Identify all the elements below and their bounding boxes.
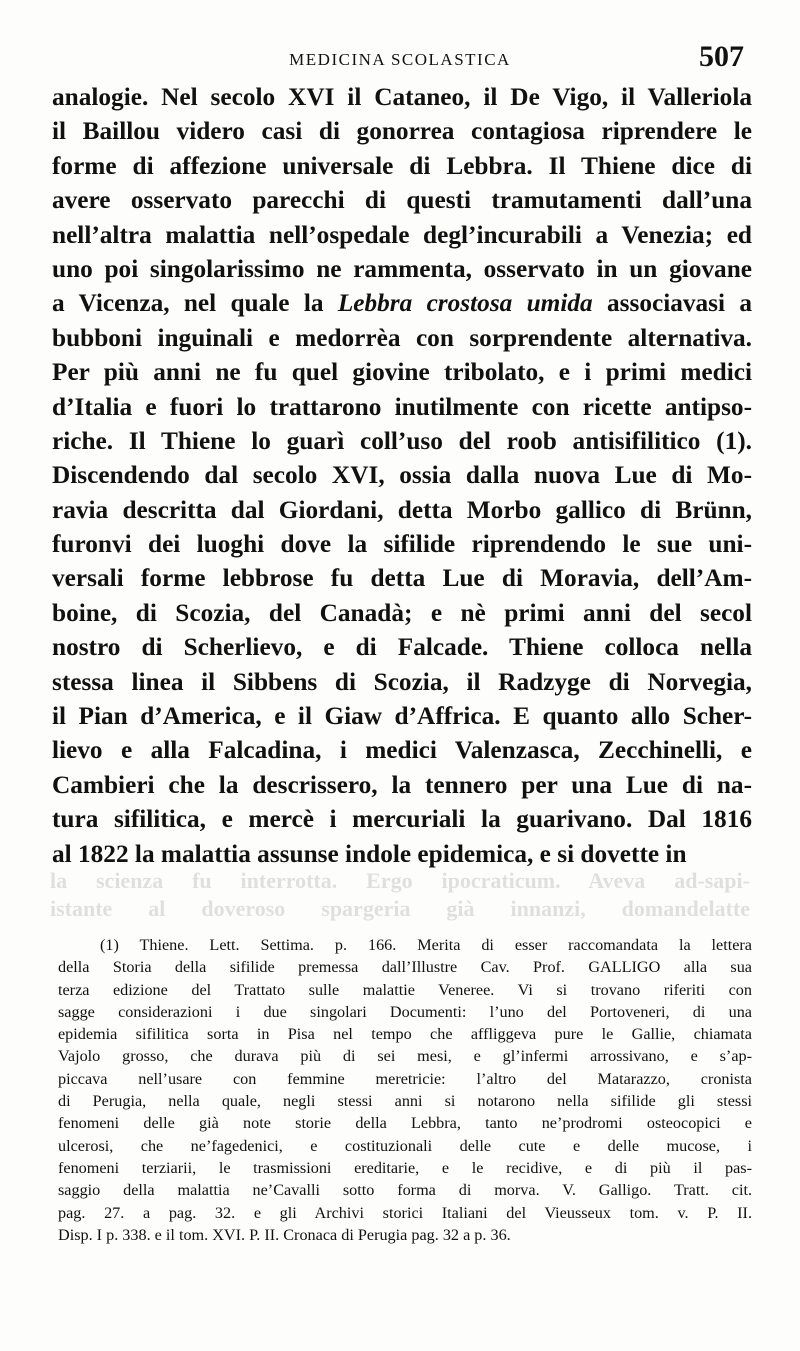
body-line-17: nostro di Scherlievo, e di Falcade. Thiene colloca nella xyxy=(52,633,752,662)
body-line-10: d’Italia e fuori lo trattarono inutilmente con ricette antipso- xyxy=(52,392,752,421)
body-line-16: boine, di Scozia, del Canadà; e nè primi anni del secol xyxy=(52,598,752,627)
body-line-20: lievo e alla Falcadina, i medici Valenzasca, Zecchinelli, e xyxy=(52,736,752,765)
footnote-line-5: epidemia sifilitica sorta in Pisa nel tempo che affliggeva pure le Gallie, chiamata xyxy=(58,1025,752,1044)
footnote-line-7: piccava nell’usare con femmine meretricie: l’altro del Matarazzo, cronista xyxy=(58,1069,752,1088)
body-line-11: riche. Il Thiene lo guarì coll’uso del roob antisifilitico (1). xyxy=(52,426,752,455)
footnote-line-1: (1) Thiene. Lett. Settima. p. 166. Merita di esser raccomandata la lettera xyxy=(100,936,752,954)
body-line-3: forme di affezione universale di Lebbra. Il Thiene dice di xyxy=(52,151,752,180)
body-line-9: Per più anni ne fu quel giovine tribolato, e i primi medici xyxy=(52,358,752,387)
body-line-13: ravia descritta dal Giordani, detta Morbo gallico di Brünn, xyxy=(52,495,752,524)
body-line-7 xyxy=(52,286,752,320)
footnote-line-3: terza edizione del Trattato sulle malattie Veneree. Vi si trovano riferiti con xyxy=(58,980,752,999)
footnote-line-4: sagge considerazioni i due singolari Documenti: l’uno del Portoveneri, di una xyxy=(58,1002,752,1021)
body-line-1: analogie. Nel secolo XVI il Cataneo, il De Vigo, il Valleriola xyxy=(52,83,752,111)
body-text xyxy=(52,80,752,871)
footnote-line-13: pag. 27. a pag. 32. e gli Archivi storici Italiani del Vieusseux tom. v. P. II. xyxy=(58,1203,752,1222)
body-line-15: versali forme lebbrose fu detta Lue di Moravia, dell’Am- xyxy=(52,564,752,593)
running-title: MEDICINA SCOLASTICA xyxy=(289,50,511,69)
bleed-through-text xyxy=(50,867,750,929)
bleed-through-line-1: la scienza fu interrotta. Ergo ipocraticum. Aveva ad-sapi- xyxy=(50,868,750,893)
body-line-19: il Pian d’America, e il Giaw d’Affrica. E quanto allo Scher- xyxy=(52,702,752,731)
body-line-4: avere osservato parecchi di questi tramutamenti dall’una xyxy=(52,186,752,215)
body-line-2: il Baillou videro casi di gonorrea contagiosa riprendere le xyxy=(52,117,752,146)
body-line-8: bubboni inguinali e medorrèa con sorprendente alternativa. xyxy=(52,323,752,352)
body-line-23: al 1822 la malattia assunse indole epidemica, e si dovette in xyxy=(52,839,687,868)
body-line-5: nell’altra malattia nell’ospedale degl’incurabili a Venezia; ed xyxy=(52,220,752,249)
bleed-through-line-2: istante al doveroso spargeria già innanzi, domandelatte xyxy=(50,896,750,921)
page-number: 507 xyxy=(699,40,744,73)
body-line-14: furonvi dei luoghi dove la sifilide riprendendo le sue uni- xyxy=(52,530,752,559)
body-line-12: Discendendo dal secolo XVI, ossia dalla nuova Lue di Mo- xyxy=(52,461,752,490)
footnote-line-2: della Storia della sifilide premessa dall’Illustre Cav. Prof. GALLIGO alla sua xyxy=(58,958,752,977)
footnote-line-8: di Perugia, nella quale, negli stessi anni si notarono nella sifilide gli stessi xyxy=(58,1092,752,1111)
body-line-18: stessa linea il Sibbens di Scozia, il Radzyge di Norvegia, xyxy=(52,667,752,696)
footnote-line-11: fenomeni terziarii, le trasmissioni ereditarie, e le recidive, e di più il pas- xyxy=(58,1158,752,1177)
body-line-6: uno poi singolarissimo ne rammenta, osservato in un giovane xyxy=(52,254,752,283)
footnote-line-9: fenomeni delle già note storie della Lebbra, tanto ne’prodromi osteocopici e xyxy=(58,1114,752,1133)
body-line-22: tura sifilitica, e mercè i mercuriali la guarivano. Dal 1816 xyxy=(52,805,752,834)
footnote-line-10: ulcerosi, che ne’fagedenici, e costituzionali delle cute e delle mucose, i xyxy=(58,1136,752,1155)
footnote-line-12: saggio della malattia ne’Cavalli sotto forma di morva. V. Galligo. Tratt. cit. xyxy=(58,1181,752,1200)
footnote-line-14: Disp. I p. 338. e il tom. XVI. P. II. Cronaca di Perugia pag. 32 a p. 36. xyxy=(58,1225,511,1244)
running-head xyxy=(0,40,800,80)
footnote-line-6: Vajolo grosso, che durava più di sei mesi, e gl’infermi arrossivano, e s’ap- xyxy=(58,1047,752,1066)
body-line-7-italic: Lebbra crostosa umida xyxy=(337,289,593,318)
footnote xyxy=(58,934,752,1246)
body-line-7-before: a Vicenza, nel quale la xyxy=(52,289,338,318)
body-line-21: Cambieri che la descrissero, la tennero per una Lue di na- xyxy=(52,770,752,799)
body-line-7-after: associavasi a xyxy=(592,289,752,318)
